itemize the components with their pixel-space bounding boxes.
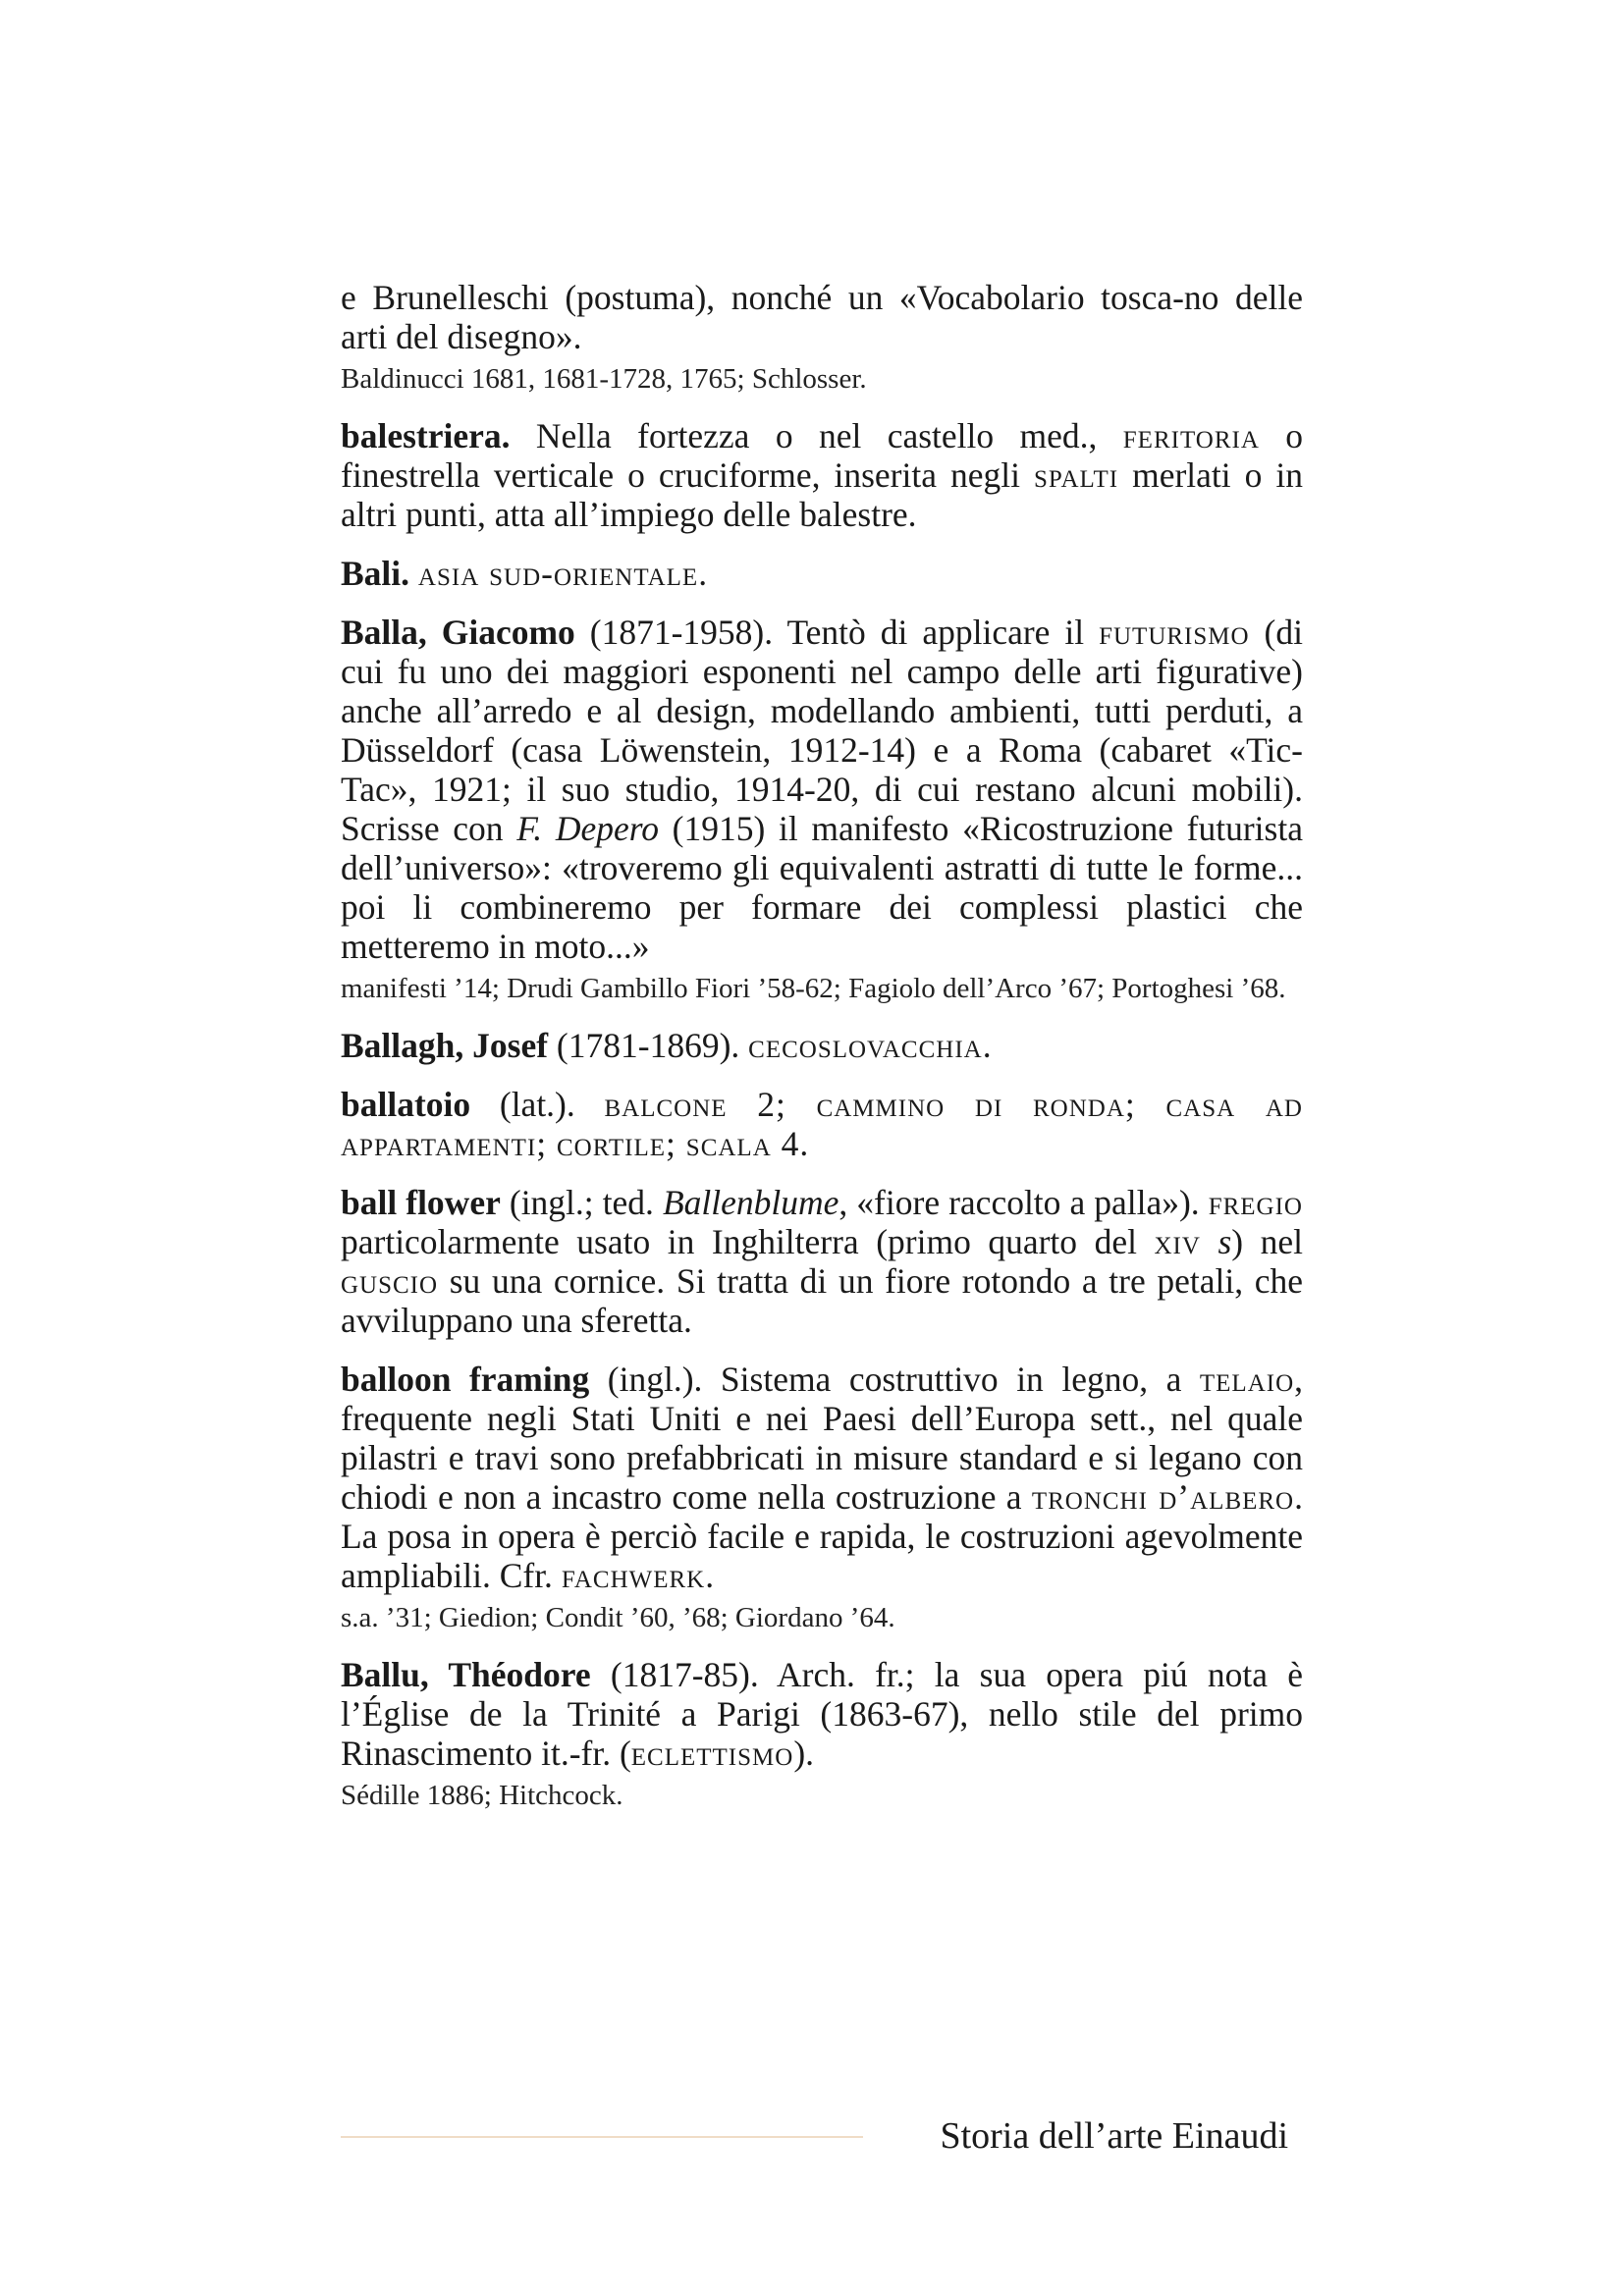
body-text: o finestrella verticale o cruciforme, inserita negli (341, 416, 1304, 495)
body-text: (1781-1869). (548, 1026, 749, 1065)
entry-text (341, 554, 1303, 593)
headword: ballatoio (341, 1085, 471, 1124)
entry-references: manifesti ’14; Drudi Gambillo Fiori ’58-62; Fagiolo dell’Arco ’67; Portoghesi ’68. (341, 973, 1286, 1004)
headword: Balla, Giacomo (341, 613, 575, 652)
cross-reference: futurismo (1099, 613, 1250, 652)
cross-reference: balcone 2; cammino di ronda; casa ad appartamenti; cortile; scala 4. (341, 1085, 1303, 1163)
body-text: , «fiore raccolto a palla»). (839, 1183, 1209, 1222)
body-text: . (705, 1556, 715, 1595)
body-text: Nella fortezza o nel castello med., (510, 416, 1123, 455)
body-text: (lat.). (470, 1085, 605, 1124)
cross-reference: guscio (341, 1261, 439, 1301)
entry-text (341, 1085, 1303, 1163)
body-text: merlati o in altri punti, atta all’impiego delle balestre. (341, 455, 1303, 534)
entry-references: Baldinucci 1681, 1681-1728, 1765; Schlosser. (341, 363, 867, 395)
entry-ballu-theodore (341, 1655, 1303, 1813)
body-text: . La posa in opera è perciò facile e rapida, le costruzioni agevolmente ampliabili. Cfr. (341, 1477, 1303, 1595)
footer-publication-title: Storia dell’arte Einaudi (940, 2115, 1288, 2157)
entry-text (341, 416, 1303, 534)
cross-reference: fachwerk (561, 1556, 706, 1595)
body-text: ). (793, 1734, 815, 1773)
entry-ball-flower (341, 1183, 1303, 1340)
entry-text (341, 278, 1303, 356)
cross-reference: xiv (1154, 1222, 1201, 1261)
cross-reference: tronchi d’albero (1031, 1477, 1295, 1517)
entry-balla-giacomo (341, 613, 1303, 1006)
body-text: (ingl.). Sistema costruttivo in legno, a (589, 1360, 1200, 1399)
body-text: (1871-1958). Tentò di applicare il (574, 613, 1100, 652)
cross-reference: cecoslovacchia. (748, 1026, 993, 1065)
entry-text (341, 1655, 1303, 1773)
cross-reference: asia sud-orientale. (417, 554, 709, 593)
body-text: e Brunelleschi (postuma), nonché un «Vocabolario tosca-no delle arti del disegno». (341, 278, 1303, 356)
entry-ballatoio (341, 1085, 1303, 1163)
entry-references: Sédille 1886; Hitchcock. (341, 1780, 623, 1811)
entry-text (341, 1026, 1303, 1065)
body-text: (di cui fu uno dei maggiori esponenti nel campo delle arti figurative) anche all’arredo e al design, modellando ambienti, tutti perduti, a Düsseldorf (casa Löwenstein, 1912-14) e a Roma (cabaret «Tic-Tac», 1921; il suo studio, 1914-20, di cui restano alcuni mobili). Scrisse con (341, 613, 1303, 848)
entry-balestriera (341, 416, 1303, 534)
body-text (1201, 1222, 1218, 1261)
body-text: particolarmente usato in Inghilterra (primo quarto del (341, 1222, 1155, 1261)
entry-text (341, 1360, 1303, 1595)
body-text: (1817-85). Arch. fr.; la sua opera piú nota è l’Église de la Trinité a Parigi (1863-67), nello stile del primo Rinascimento it.-fr. ( (341, 1655, 1303, 1773)
page-footer (341, 2112, 1303, 2162)
body-text: (1915) il manifesto «Ricostruzione futurista dell’universo»: «troveremo gli equivalenti astratti di tutte le forme... poi li combineremo per formare dei complessi plastici che metteremo in moto...» (341, 809, 1303, 966)
italic-term: s (1217, 1222, 1232, 1261)
headword: balestriera. (341, 416, 511, 455)
cross-reference: spalti (1033, 455, 1119, 495)
body-text: , frequente negli Stati Uniti e nei Paesi dell’Europa sett., nel quale pilastri e travi sono prefabbricati in misure standard e si legano con chiodi e non a incastro come nella costruzione a (341, 1360, 1303, 1517)
entry-balloon-framing (341, 1360, 1303, 1635)
entry-text (341, 613, 1303, 966)
entry-bali (341, 554, 1303, 593)
body-text: su una cornice. Si tratta di un fiore rotondo a tre petali, che avviluppano una sferetta. (341, 1261, 1303, 1340)
cross-reference: fregio (1208, 1183, 1303, 1222)
body-text (409, 554, 418, 593)
entry-ballagh-josef (341, 1026, 1303, 1065)
entry-brunelleschi-continuation (341, 278, 1303, 397)
entry-text (341, 1183, 1303, 1340)
headword: Ballagh, Josef (341, 1026, 549, 1065)
dictionary-page (341, 278, 1303, 1833)
entry-references: s.a. ’31; Giedion; Condit ’60, ’68; Giordano ’64. (341, 1602, 895, 1633)
headword: ball flower (341, 1183, 501, 1222)
body-text: (ingl.; ted. (500, 1183, 663, 1222)
headword: Ballu, Théodore (341, 1655, 591, 1694)
italic-term: Ballenblume (662, 1183, 839, 1222)
headword: balloon framing (341, 1360, 590, 1399)
headword: Bali. (341, 554, 410, 593)
cross-reference: eclettismo (630, 1734, 794, 1773)
cross-reference: feritoria (1122, 416, 1260, 455)
body-text: ) nel (1231, 1222, 1303, 1261)
cross-reference: telaio (1199, 1360, 1295, 1399)
italic-term: F. Depero (516, 809, 659, 848)
footer-rule (341, 2136, 863, 2138)
